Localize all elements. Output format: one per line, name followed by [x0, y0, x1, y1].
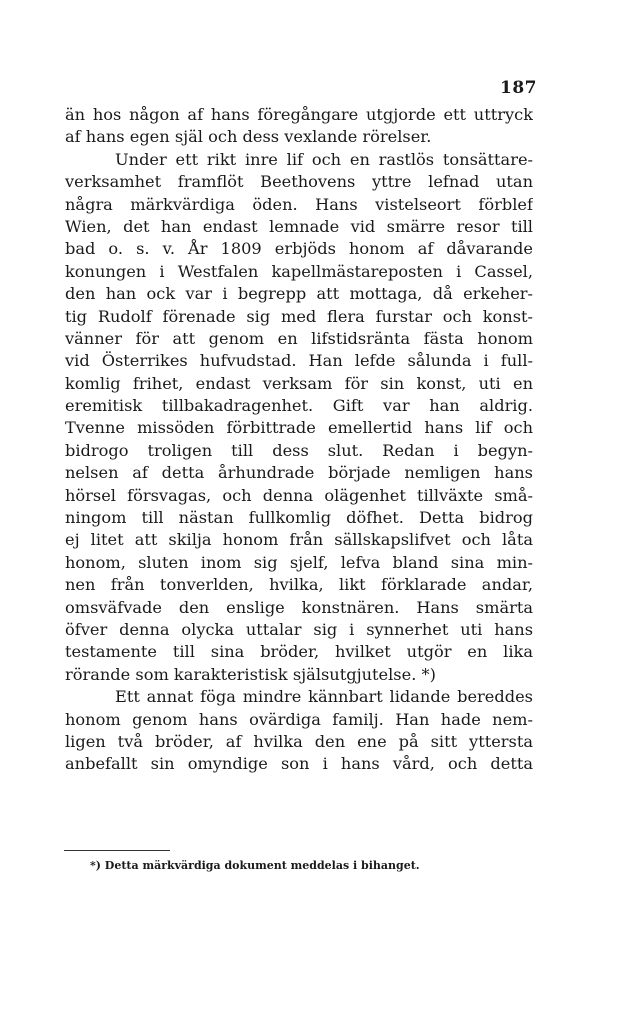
text-line: eremitisk tillbakadragenhet. Gift var han aldrig. [65, 396, 533, 416]
text-line: omsväfvade den enslige konstnären. Hans smärta [65, 597, 533, 617]
text-line: bidrogo troligen till dess slut. Redan i begyn- [65, 440, 533, 460]
body-text [65, 104, 533, 776]
text-line: ningom till nästan fullkomlig döfhet. Detta bidrog [65, 508, 533, 528]
text-line: rörande som karakteristisk själsutgjutelse. *) [65, 664, 436, 684]
text-line: vid Österrikes hufvudstad. Han lefde sålunda i full- [65, 351, 533, 371]
text-line: ligen två bröder, af hvilka den ene på sitt yttersta [65, 731, 533, 751]
text-line: ej litet att skilja honom från sällskapslifvet och låta [65, 530, 533, 550]
footnote: *) Detta märkvärdiga dokument meddelas i bihanget. [90, 859, 420, 872]
text-line: testamente till sina bröder, hvilket utgör en lika [65, 642, 533, 662]
text-line: verksamhet framflöt Beethovens yttre lefnad utan [65, 172, 533, 192]
text-line: Ett annat föga mindre kännbart lidande bereddes [115, 687, 533, 707]
text-line: Tvenne missöden förbittrade emellertid hans lif och [65, 418, 533, 438]
text-line: än hos någon af hans föregångare utgjorde ett uttryck [65, 105, 533, 124]
text-line: den han ock var i begrepp att mottaga, då erkeher- [65, 284, 533, 304]
page-number: 187 [500, 78, 537, 98]
text-line: honom genom hans ovärdiga familj. Han hade nem- [65, 709, 533, 729]
text-line: bad o. s. v. År 1809 erbjöds honom af dåvarande [65, 239, 533, 259]
text-line: några märkvärdiga öden. Hans vistelseort förblef [65, 194, 533, 214]
text-line: nelsen af detta århundrade började nemligen hans [65, 463, 533, 483]
text-line: Under ett rikt inre lif och en rastlös tonsättare- [115, 149, 533, 169]
text-line: tig Rudolf förenade sig med flera furstar och konst- [65, 306, 533, 326]
text-line: af hans egen själ och dess vexlande rörelser. [65, 127, 432, 147]
text-line: öfver denna olycka uttalar sig i synnerhet uti hans [65, 619, 533, 639]
text-line: nen från tonverlden, hvilka, likt förklarade andar, [65, 575, 533, 595]
text-line: honom, sluten inom sig sjelf, lefva bland sina min- [65, 552, 533, 572]
text-line: anbefallt sin omyndige son i hans vård, och detta [65, 754, 533, 774]
footnote-divider [64, 850, 170, 851]
text-line: komlig frihet, endast verksam för sin konst, uti en [65, 373, 533, 393]
text-line: vänner för att genom en lifstidsränta fästa honom [65, 328, 533, 348]
text-line: konungen i Westfalen kapellmästareposten i Cassel, [65, 261, 533, 281]
text-line: hörsel försvagas, och denna olägenhet tillväxte små- [65, 485, 533, 505]
text-line: Wien, det han endast lemnade vid smärre resor till [65, 216, 533, 236]
